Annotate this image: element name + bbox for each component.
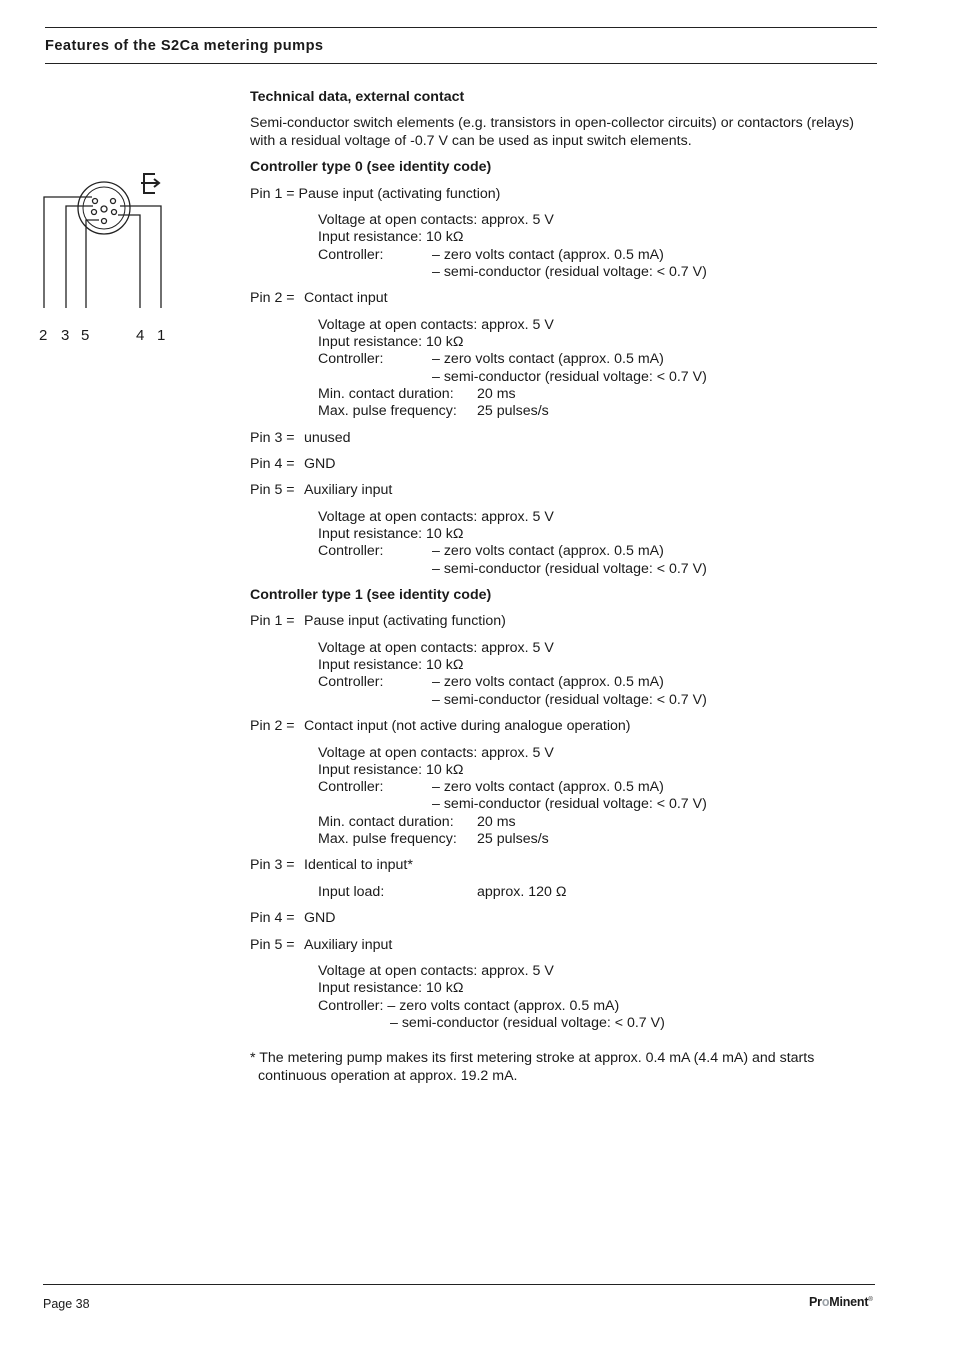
brand-logo <box>809 1295 873 1309</box>
ct0-pin1-resistance: Input resistance: 10 kΩ <box>318 229 464 245</box>
pin-label-4: 4 <box>136 327 145 344</box>
ct1-pin1-resistance: Input resistance: 10 kΩ <box>318 657 464 673</box>
ct1-pin2-max-value: 25 pulses/s <box>477 831 549 847</box>
pin-2-lead <box>44 197 92 308</box>
ct1-pin2-max-label: Max. pulse frequency: <box>318 831 457 847</box>
ct1-pin5-resistance: Input resistance: 10 kΩ <box>318 980 464 996</box>
ct1-pin2-controller-option: – semi-conductor (residual voltage: < 0.7 V) <box>432 796 707 812</box>
ct0-pin2-min-label: Min. contact duration: <box>318 386 454 402</box>
ct1-pin3-prefix: Pin 3 = <box>250 857 295 873</box>
pin-label-3: 3 <box>61 327 70 344</box>
ct0-pin1-controller-option: – zero volts contact (approx. 0.5 mA) <box>432 247 664 263</box>
intro-text-line: with a residual voltage of -0.7 V can be used as input switch elements. <box>250 133 692 149</box>
intro-text-line: Semi-conductor switch elements (e.g. transistors in open-collector circuits) or contactors (relays) <box>250 115 854 131</box>
ct0-pin2-prefix: Pin 2 = <box>250 290 295 306</box>
ct1-pin1-voltage: Voltage at open contacts: approx. 5 V <box>318 640 554 656</box>
ct0-pin2-resistance: Input resistance: 10 kΩ <box>318 334 464 350</box>
ct1-pin5-controller-option: Controller: – zero volts contact (approx. 0.5 mA) <box>318 998 620 1014</box>
controller-type-1-heading: Controller type 1 (see identity code) <box>250 587 492 603</box>
ct0-pin2-text: Contact input <box>304 290 388 306</box>
ct0-pin2-max-value: 25 pulses/s <box>477 403 549 419</box>
ct0-pin2-voltage: Voltage at open contacts: approx. 5 V <box>318 317 554 333</box>
footnote-line: continuous operation at approx. 19.2 mA. <box>258 1068 518 1084</box>
ct1-pin1-controller-option: – zero volts contact (approx. 0.5 mA) <box>432 674 664 690</box>
ct1-pin2-min-value: 20 ms <box>477 814 516 830</box>
ct0-pin2-max-label: Max. pulse frequency: <box>318 403 457 419</box>
ct1-pin2-controller-option: – zero volts contact (approx. 0.5 mA) <box>432 779 664 795</box>
header-bottom-rule <box>45 63 877 64</box>
ct0-pin5-resistance: Input resistance: 10 kΩ <box>318 526 464 542</box>
ct1-pin2-voltage: Voltage at open contacts: approx. 5 V <box>318 745 554 761</box>
ct0-pin5-prefix: Pin 5 = <box>250 482 295 498</box>
controller-type-0-heading: Controller type 0 (see identity code) <box>250 159 492 175</box>
ct0-pin5-voltage: Voltage at open contacts: approx. 5 V <box>318 509 554 525</box>
pin-socket <box>112 210 117 215</box>
ct0-pin2-controller-option: – semi-conductor (residual voltage: < 0.7 V) <box>432 369 707 385</box>
ct0-pin1-controller-label: Controller: <box>318 247 384 263</box>
input-symbol-icon <box>141 174 158 193</box>
pin-label-2: 2 <box>39 327 48 344</box>
ct1-pin5-controller-option: – semi-conductor (residual voltage: < 0.7 V) <box>390 1015 665 1031</box>
footer-rule <box>43 1284 875 1285</box>
ct0-pin4-prefix: Pin 4 = <box>250 456 295 472</box>
footnote-line: * The metering pump makes its first metering stroke at approx. 0.4 mA (4.4 mA) and starts <box>250 1050 815 1066</box>
ct0-pin1-line: Pin 1 = Pause input (activating function) <box>250 186 501 202</box>
page-number: Page 38 <box>43 1297 90 1311</box>
ct0-pin3-prefix: Pin 3 = <box>250 430 295 446</box>
ct1-pin5-prefix: Pin 5 = <box>250 937 295 953</box>
page-header-title: Features of the S2Ca metering pumps <box>45 38 324 54</box>
pin-socket <box>111 199 116 204</box>
ct0-pin2-controller-label: Controller: <box>318 351 384 367</box>
ct0-pin3-text: unused <box>304 430 351 446</box>
ct1-pin3-load-value: approx. 120 Ω <box>477 884 567 900</box>
pin-label-5: 5 <box>81 327 90 344</box>
pin-4-lead <box>118 215 140 308</box>
pin-3-lead <box>66 206 93 308</box>
ct1-pin2-prefix: Pin 2 = <box>250 718 295 734</box>
brand-logo-text: o <box>821 1295 830 1309</box>
section-heading: Technical data, external contact <box>250 89 465 105</box>
ct1-pin1-controller-label: Controller: <box>318 674 384 690</box>
pin-socket <box>93 199 98 204</box>
ct0-pin5-controller-label: Controller: <box>318 543 384 559</box>
pin-socket <box>92 210 97 215</box>
ct0-pin5-text: Auxiliary input <box>304 482 393 498</box>
ct0-pin4-text: GND <box>304 456 336 472</box>
ct0-pin5-controller-option: – zero volts contact (approx. 0.5 mA) <box>432 543 664 559</box>
ct1-pin2-resistance: Input resistance: 10 kΩ <box>318 762 464 778</box>
ct1-pin2-controller-label: Controller: <box>318 779 384 795</box>
ct1-pin1-controller-option: – semi-conductor (residual voltage: < 0.7 V) <box>432 692 707 708</box>
ct0-pin1-voltage: Voltage at open contacts: approx. 5 V <box>318 212 554 228</box>
header-top-rule <box>45 27 877 28</box>
ct0-pin2-min-value: 20 ms <box>477 386 516 402</box>
ct1-pin1-prefix: Pin 1 = <box>250 613 295 629</box>
connector-pin-diagram <box>30 168 190 308</box>
ct1-pin2-min-label: Min. contact duration: <box>318 814 454 830</box>
pin-socket <box>101 206 107 212</box>
ct1-pin5-voltage: Voltage at open contacts: approx. 5 V <box>318 963 554 979</box>
pin-socket <box>102 219 107 224</box>
ct1-pin1-text: Pause input (activating function) <box>304 613 506 629</box>
ct0-pin1-controller-option: – semi-conductor (residual voltage: < 0.7 V) <box>432 264 707 280</box>
ct1-pin3-load-label: Input load: <box>318 884 385 900</box>
ct1-pin3-text: Identical to input* <box>304 857 413 873</box>
ct1-pin5-text: Auxiliary input <box>304 937 393 953</box>
ct1-pin4-prefix: Pin 4 = <box>250 910 295 926</box>
brand-logo-text: Pr <box>809 1295 822 1309</box>
ct0-pin2-controller-option: – zero volts contact (approx. 0.5 mA) <box>432 351 664 367</box>
pin-label-1: 1 <box>157 327 166 344</box>
ct1-pin4-text: GND <box>304 910 336 926</box>
registered-mark: ® <box>868 1296 873 1303</box>
ct0-pin5-controller-option: – semi-conductor (residual voltage: < 0.7 V) <box>432 561 707 577</box>
ct1-pin2-text: Contact input (not active during analogue operation) <box>304 718 631 734</box>
brand-logo-text: Minent <box>829 1295 869 1309</box>
connector-inner-ring <box>83 187 125 229</box>
